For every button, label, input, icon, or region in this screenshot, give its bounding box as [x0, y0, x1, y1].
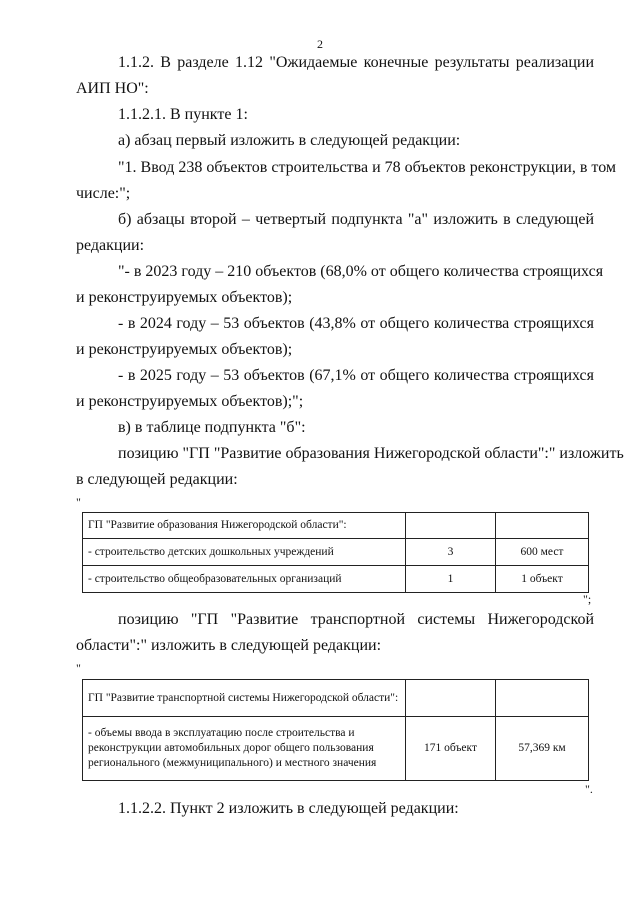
table-cell [496, 513, 589, 539]
para-5-line-1: б) абзацы второй – четвертый подпункта "а" изложить в следующей [118, 211, 594, 228]
para-9: в) в таблице подпункта "б": [118, 419, 306, 436]
table-cell [496, 680, 589, 717]
page-number: 2 [317, 37, 323, 51]
table-cell [406, 680, 496, 717]
table-cell: - строительство общеобразовательных организаций [83, 566, 406, 593]
table-row [83, 513, 589, 539]
table-cell: 171 объект [406, 717, 496, 781]
para-4-line-2: числе:"; [76, 185, 131, 202]
table-row [83, 680, 589, 717]
table-header-cell: ГП "Развитие транспортной системы Нижегородской области": [83, 680, 406, 717]
table-cell: 1 [406, 566, 496, 593]
table-2-close-quote: ". [585, 782, 593, 796]
table-1-open-quote: " [76, 495, 81, 509]
table-cell [406, 513, 496, 539]
table-cell: 1 объект [496, 566, 589, 593]
para-6-line-2: и реконструируемых объектов); [76, 289, 293, 306]
para-1-line-2: АИП НО": [76, 80, 149, 97]
para-7-line-1: - в 2024 году – 53 объектов (43,8% от общего количества строящихся [118, 315, 594, 332]
table-header-cell: ГП "Развитие образования Нижегородской области": [83, 513, 406, 539]
para-8-line-2: и реконструируемых объектов);"; [76, 393, 304, 410]
para-11-line-1: позицию "ГП "Развитие транспортной системы Нижегородской [118, 611, 594, 628]
table-cell: 57,369 км [496, 717, 589, 781]
para-5-line-2: редакции: [76, 237, 145, 254]
table-2-open-quote: " [76, 661, 81, 675]
para-3: а) абзац первый изложить в следующей редакции: [118, 132, 461, 149]
table-cell: - объемы ввода в эксплуатацию после строительства и реконструкции автомобильных дорог общего пользования регионального (межмуниципального) и местного значения [83, 717, 406, 781]
table-education [82, 512, 589, 593]
para-4-line-1: "1. Ввод 238 объектов строительства и 78 объектов реконструкции, в том [118, 159, 617, 176]
para-8-line-1: - в 2025 году – 53 объектов (67,1% от общего количества строящихся [118, 367, 594, 384]
para-1-line-1: 1.1.2. В разделе 1.12 "Ожидаемые конечные результаты реализации [118, 54, 594, 71]
para-2: 1.1.2.1. В пункте 1: [118, 106, 248, 123]
table-row [83, 717, 589, 781]
table-cell: 3 [406, 539, 496, 566]
table-transport [82, 679, 589, 781]
para-10-line-2: в следующей редакции: [76, 471, 238, 488]
para-10-line-1: позицию "ГП "Развитие образования Нижегородской области":" изложить [118, 445, 624, 462]
table-cell: 600 мест [496, 539, 589, 566]
table-row [83, 539, 589, 566]
para-7-line-2: и реконструируемых объектов); [76, 341, 293, 358]
para-12: 1.1.2.2. Пункт 2 изложить в следующей редакции: [118, 800, 459, 817]
para-6-line-1: "- в 2023 году – 210 объектов (68,0% от общего количества строящихся [118, 263, 604, 280]
table-1-close-quote: "; [583, 592, 592, 606]
para-11-line-2: области":" изложить в следующей редакции: [76, 637, 382, 654]
table-cell: - строительство детских дошкольных учреждений [83, 539, 406, 566]
table-row [83, 566, 589, 593]
